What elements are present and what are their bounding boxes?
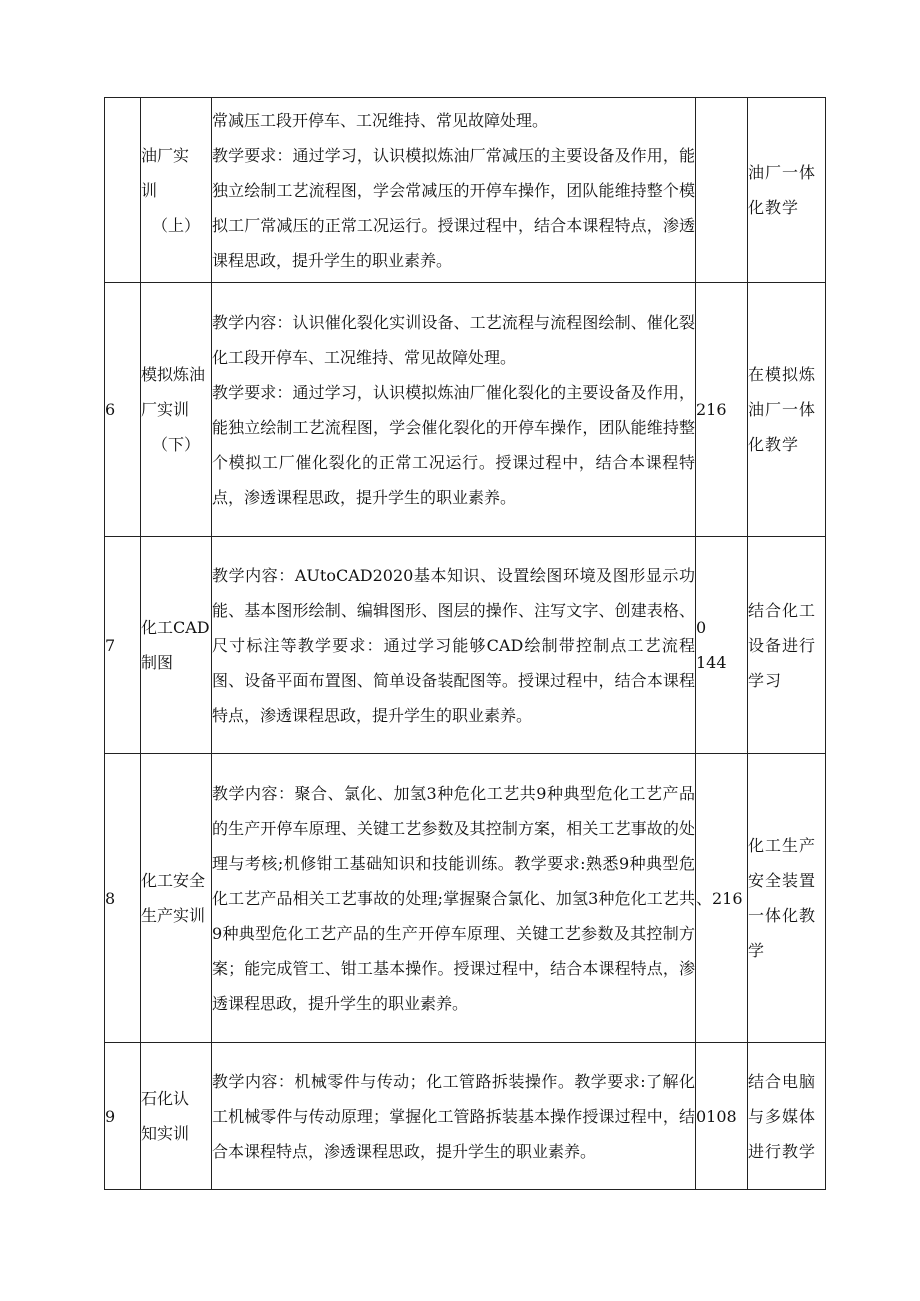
mode-line: 油厂一体: [748, 163, 817, 182]
course-hours: [696, 283, 748, 537]
course-name-line: （上）: [151, 215, 200, 235]
course-name: [141, 98, 212, 283]
teaching-mode: [748, 754, 826, 1043]
course-name-line: 化工安全: [141, 871, 206, 890]
course-name-line: 训: [141, 180, 158, 200]
course-hours: [696, 754, 748, 1043]
table-row: [105, 754, 826, 1043]
course-content: [212, 537, 696, 754]
table-row: [105, 1043, 826, 1190]
course-hours: [696, 537, 748, 754]
course-hours: [696, 1043, 748, 1190]
mode-line: 与多媒体: [748, 1106, 817, 1126]
mode-line: 学: [748, 941, 766, 960]
row-number: [105, 98, 141, 283]
hours-line: 0: [696, 618, 707, 637]
teaching-mode: [748, 283, 826, 537]
table-row: [105, 283, 826, 537]
course-table: [104, 97, 826, 1190]
hours-line: 216: [696, 400, 727, 419]
course-name-line: 石化认: [141, 1089, 190, 1108]
teaching-mode: [748, 1043, 826, 1190]
content-paragraph: 教学内容：AUtoCAD2020基本知识、设置绘图环境及图形显示功能、基本图形绘制、编辑图形、图层的操作、注写文字、创建表格、尺寸标注等教学要求：通过学习能够CAD绘制带控制点工艺流程图、设备平面布置图、简单设备装配图等。授课过程中，结合本课程特点，渗透课程思政，提升学生的职业素养。: [212, 565, 695, 725]
course-name: [141, 283, 212, 537]
hours-line: 144: [696, 653, 727, 672]
course-name-line: 生产实训: [141, 906, 206, 925]
mode-line: 化教学: [748, 198, 800, 217]
hours-line: 、216: [696, 888, 743, 908]
hours-line: 0108: [696, 1106, 737, 1126]
content-paragraph: 教学要求：通过学习，认识模拟炼油厂催化裂化的主要设备及作用，能独立绘制工艺流程图，学会催化裂化的开停车操作，团队能维持整个模拟工厂催化裂化的正常工况运行。授课过程中，结合本课程特点，渗透课程思政，提升学生的职业素养。: [212, 382, 695, 507]
content-paragraph: 教学内容：机械零件与传动；化工管路拆装操作。教学要求:了解化工机械零件与传动原理；掌握化工管路拆装基本操作授课过程中，结合本课程特点，渗透课程思政，提升学生的职业素养。: [212, 1071, 695, 1161]
content-paragraph: 教学内容：认识催化裂化实训设备、工艺流程与流程图绘制、催化裂化工段开停车、工况维持、常见故障处理。: [212, 312, 695, 367]
table-row: [105, 537, 826, 754]
mode-line: 安全装置: [748, 871, 817, 890]
mode-line: 学习: [748, 670, 783, 690]
course-name-line: 油厂实: [141, 145, 190, 165]
row-number: 8: [105, 754, 141, 1043]
course-name: [141, 754, 212, 1043]
mode-line: 油厂一体: [748, 400, 817, 419]
mode-line: 结合电脑: [748, 1071, 817, 1091]
content-paragraph: 常减压工段开停车、工况维持、常见故障处理。: [212, 110, 549, 130]
course-name-line: 知实训: [141, 1124, 190, 1143]
course-name-line: 模拟炼油: [141, 365, 206, 384]
course-name-line: 厂实训: [141, 400, 190, 419]
mode-line: 在模拟炼: [748, 365, 817, 384]
course-name-line: 制图: [141, 653, 174, 672]
course-content: [212, 754, 696, 1043]
row-number: 7: [105, 537, 141, 754]
course-name-line: 化工CAD: [141, 618, 210, 637]
mode-line: 一体化教: [748, 906, 817, 925]
content-paragraph: 教学要求：通过学习，认识模拟炼油厂常减压的主要设备及作用，能独立绘制工艺流程图，学会常减压的开停车操作，团队能维持整个模拟工厂常减压的正常工况运行。授课过程中，结合本课程特点，渗透课程思政，提升学生的职业素养。: [212, 145, 695, 270]
mode-line: 设备进行: [748, 635, 817, 655]
mode-line: 化教学: [748, 435, 800, 454]
teaching-mode: [748, 98, 826, 283]
course-name: [141, 1043, 212, 1190]
mode-line: 进行教学: [748, 1141, 817, 1161]
course-content: [212, 98, 696, 283]
course-name: [141, 537, 212, 754]
course-name-line: （下）: [151, 435, 200, 454]
teaching-mode: [748, 537, 826, 754]
mode-line: 化工生产: [748, 836, 817, 855]
row-number: 6: [105, 283, 141, 537]
mode-line: 结合化工: [748, 600, 817, 620]
table-row: [105, 98, 826, 283]
content-paragraph: 教学内容：聚合、氯化、加氢3种危化工艺共9种典型危化工艺产品的生产开停车原理、关键工艺参数及其控制方案，相关工艺事故的处理与考核;机修钳工基础知识和技能训练。教学要求:熟悉9种典型危化工艺产品相关工艺事故的处理;掌握聚合氯化、加氢3种危化工艺共9种典型危化工艺产品的生产开停车原理、关键工艺参数及其控制方案；能完成管工、钳工基本操作。授课过程中，结合本课程特点，渗透课程思政，提升学生的职业素养。: [212, 783, 695, 1013]
course-content: [212, 1043, 696, 1190]
course-content: [212, 283, 696, 537]
row-number: 9: [105, 1043, 141, 1190]
course-hours: [696, 98, 748, 283]
